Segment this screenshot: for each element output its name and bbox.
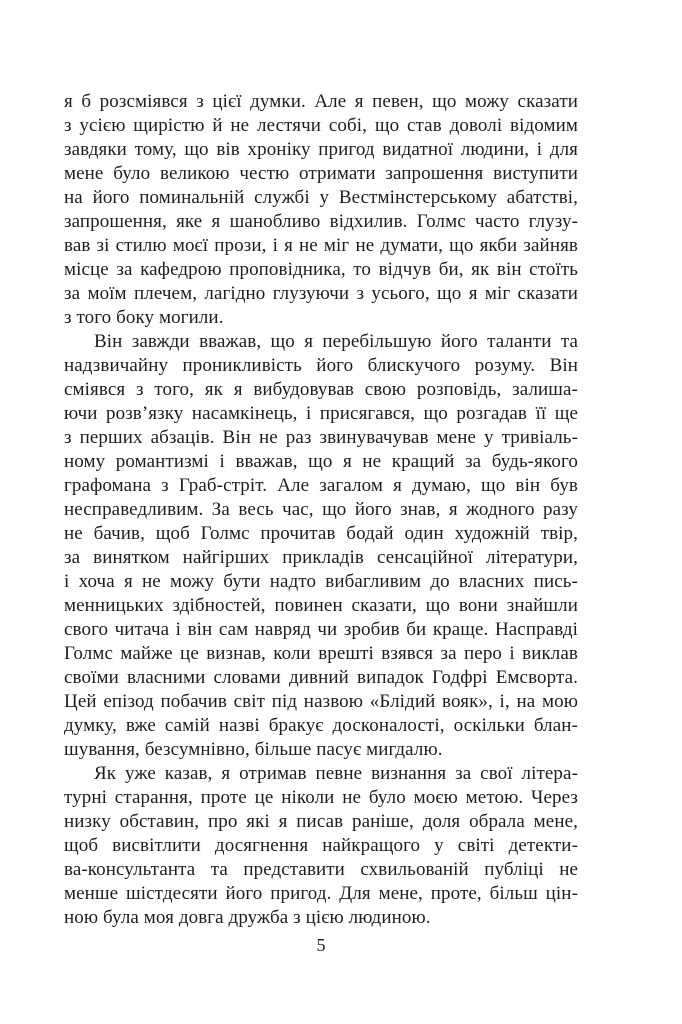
text-line: низку обставин, про які я писав раніше, доля обрала мене, — [64, 811, 578, 832]
text-line: ва-консультанта та представити схвильованій публіці не — [64, 859, 578, 880]
text-line: Як уже казав, я отримав певне визнання за свої літера- — [94, 763, 578, 784]
text-line: за моїм плечем, лагідно глузуючи з усього, що я міг сказати — [64, 283, 578, 304]
paragraph — [64, 762, 578, 930]
text-line: надзвичайну проникливість його блискучого розуму. Він — [64, 355, 578, 376]
paragraph — [64, 90, 578, 330]
page-number: 5 — [316, 935, 326, 955]
text-line: на його поминальній службі у Вестмінстерському абатстві, — [64, 187, 578, 208]
text-line: з перших абзаців. Він не раз звинувачував мене у тривіаль- — [64, 427, 578, 448]
text-line: своїми власними словами дивний випадок Годфрі Емсворта. — [64, 667, 578, 688]
text-line: вав зі стилю моєї прози, і я не міг не думати, що якби зайняв — [64, 235, 578, 256]
text-line: свого читача і він сам навряд чи зробив би краще. Насправді — [64, 619, 578, 640]
text-line: за винятком найгірших прикладів сенсаційної літератури, — [64, 547, 578, 568]
text-line: не бачив, щоб Голмс прочитав бодай один художній твір, — [64, 523, 578, 544]
paragraph — [64, 330, 578, 762]
text-line: турні старання, проте це ніколи не було моєю метою. Через — [64, 787, 578, 808]
text-line: запрошення, яке я шанобливо відхилив. Голмс часто глузу- — [64, 211, 578, 232]
text-line: ючи розв’язку насамкінець, і присягався, що розгадав її ще — [64, 403, 578, 424]
text-line: думку, вже самій назві бракує досконалості, оскільки блан- — [64, 715, 578, 736]
page-footer — [64, 933, 578, 957]
text-line: я б розсміявся з цієї думки. Але я певен, що можу сказати — [64, 91, 578, 112]
text-line: Цей епізод побачив світ під назвою «Блідий вояк», і, на мою — [64, 691, 578, 712]
text-line: несправедливим. За весь час, що його знав, я жодного разу — [64, 499, 578, 520]
text-line: завдяки тому, що вів хроніку пригод видатної людини, і для — [64, 139, 578, 160]
text-line: з усією щирістю й не лестячи собі, що став доволі відомим — [64, 115, 578, 136]
text-line: графомана з Граб-стріт. Але загалом я думаю, що він був — [64, 475, 578, 496]
text-line: місце за кафедрою проповідника, то відчув би, як він стоїть — [64, 259, 578, 280]
text-line: Голмс майже це визнав, коли врешті взявся за перо і виклав — [64, 643, 578, 664]
text-block — [64, 90, 578, 930]
text-line: з того боку могили. — [64, 307, 224, 328]
text-line: щоб висвітлити досягнення найкращого у світі детекти- — [64, 835, 578, 856]
text-line: сміявся з того, як я вибудовував свою розповідь, залиша- — [64, 379, 578, 400]
text-line: ному романтизмі і вважав, що я не кращий за будь-якого — [64, 451, 578, 472]
text-line: менше шістдесяти його пригод. Для мене, проте, більш цін- — [64, 883, 578, 904]
text-line: менницьких здібностей, повинен сказати, що вони знайшли — [64, 595, 578, 616]
text-line: Він завжди вважав, що я перебільшую його таланти та — [94, 331, 578, 352]
text-line: ною була моя довга дружба з цією людиною. — [64, 907, 431, 928]
text-line: і хоча я не можу бути надто вибагливим до власних пись- — [64, 571, 578, 592]
text-line: мене було великою честю отримати запрошення виступити — [64, 163, 578, 184]
text-line: шування, безсумнівно, більше пасує мигдалю. — [64, 739, 443, 760]
